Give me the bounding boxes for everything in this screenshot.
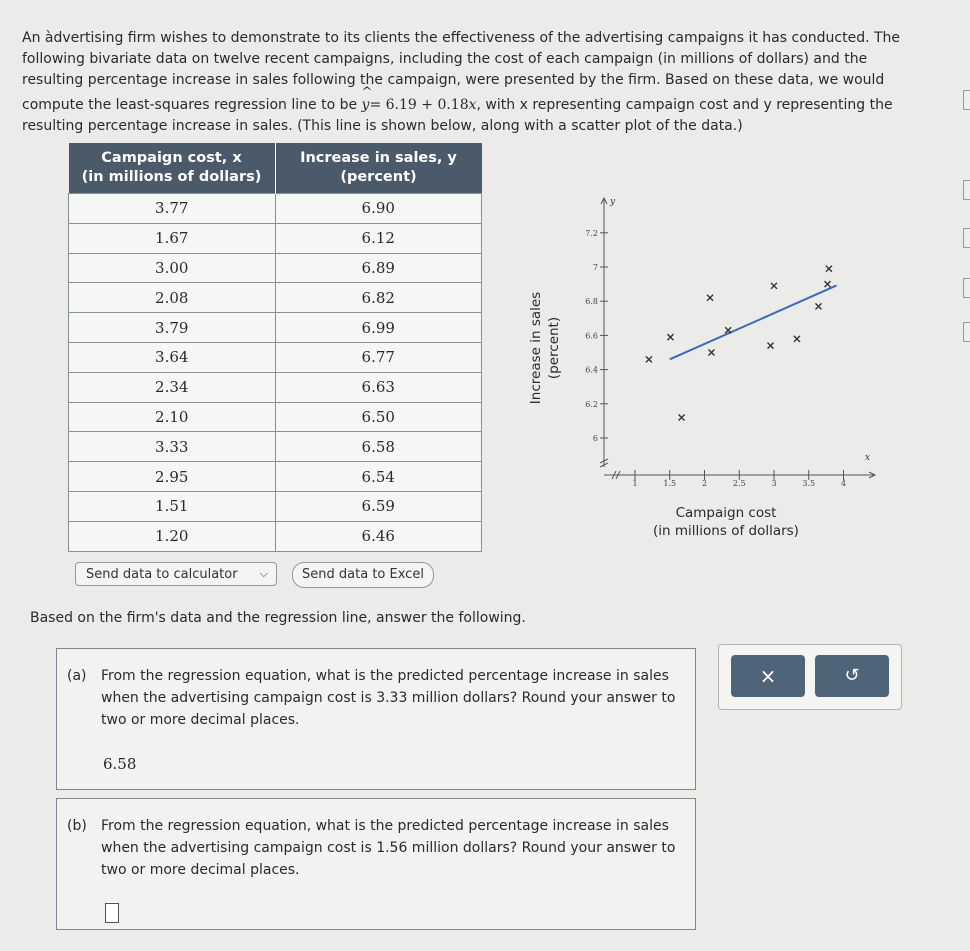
y-tick-label: 6 [592,434,598,443]
cell-campaign-cost: 1.51 [69,491,276,521]
data-table [68,143,482,552]
cell-increase-in-sales: 6.54 [275,462,482,492]
cell-campaign-cost: 2.08 [69,283,276,313]
answer-b-input[interactable] [105,903,119,923]
cell-campaign-cost: 3.33 [69,432,276,462]
table-row [69,372,482,402]
cell-campaign-cost: 1.20 [69,521,276,551]
y-axis-letter: y [610,197,616,207]
undo-button[interactable]: ↺ [815,655,889,697]
answer-a-input[interactable]: 6.58 [103,755,137,773]
equation-x: x [468,97,477,113]
table-row [69,283,482,313]
regression-line [670,285,837,359]
data-point [768,343,774,349]
clear-button[interactable]: × [731,655,805,697]
question-a-label: (a) [67,668,87,684]
table-row [69,432,482,462]
chevron-down-icon: ⌵ [259,567,268,580]
question-a-panel [56,648,696,790]
cell-campaign-cost: 3.77 [69,194,276,224]
data-point [667,334,673,340]
cell-increase-in-sales: 6.82 [275,283,482,313]
cell-campaign-cost: 3.00 [69,253,276,283]
cell-campaign-cost: 1.67 [69,223,276,253]
data-point [679,414,685,420]
x-tick-label: 1.5 [663,479,677,488]
question-b-line-1: From the regression equation, what is the predicted percentage increase in sales [101,818,669,834]
x-tick-label: 3 [771,479,777,488]
intro-line-2: following bivariate data on twelve recent campaigns, including the cost of each campaign (in millions of dollars) and the [22,51,868,67]
intro-line-5: resulting percentage increase in sales. (This line is shown below, along with a scatter plot of the data.) [22,118,743,134]
table-row [69,491,482,521]
question-b-line-2: when the advertising campaign cost is 1.56 million dollars? Round your answer to [101,840,676,856]
header-increase-in-sales: Increase in sales, y (percent) [275,143,482,194]
send-to-calculator-button[interactable] [75,562,277,586]
scatter-plot [560,180,890,500]
send-to-excel-button[interactable]: Send data to Excel [292,562,434,588]
table-row [69,402,482,432]
data-point [794,336,800,342]
cell-campaign-cost: 2.34 [69,372,276,402]
instructions-text: Based on the firm's data and the regression line, answer the following. [30,610,526,626]
data-point [815,303,821,309]
problem-intro [22,28,922,137]
cell-increase-in-sales: 6.12 [275,223,482,253]
cell-increase-in-sales: 6.63 [275,372,482,402]
question-b-text [67,815,687,881]
cell-increase-in-sales: 6.90 [275,194,482,224]
table-header-row [69,143,482,194]
y-hat-symbol: ^ y [362,95,370,116]
y-tick-label: 6.8 [585,297,598,307]
cell-campaign-cost: 2.95 [69,462,276,492]
y-tick-label: 6.4 [585,365,598,375]
y-axis-label-line-2: (percent) [546,316,562,380]
table-row [69,313,482,343]
data-point [725,327,731,333]
side-panel-handle[interactable] [963,322,970,342]
cell-increase-in-sales: 6.58 [275,432,482,462]
cell-increase-in-sales: 6.50 [275,402,482,432]
intro-line-4 [22,95,922,116]
x-tick-label: 4 [840,479,847,488]
cell-increase-in-sales: 6.59 [275,491,482,521]
data-point [708,350,714,356]
y-axis-label-line-1: Increase in sales [528,291,544,405]
cell-increase-in-sales: 6.46 [275,521,482,551]
question-b-panel [56,798,696,930]
header-campaign-cost: Campaign cost, x (in millions of dollars) [69,143,276,194]
x-tick-label: 2 [701,479,708,488]
question-a-text [67,665,687,731]
question-a-line-2: when the advertising campaign cost is 3.33 million dollars? Round your answer to [101,690,676,706]
y-tick-label: 7.2 [585,228,598,238]
cell-campaign-cost: 2.10 [69,402,276,432]
table-row [69,253,482,283]
side-panel-handle[interactable] [963,228,970,248]
data-point [646,356,652,362]
table-row [69,342,482,372]
y-tick-label: 6.2 [585,399,598,409]
question-a-line-3: two or more decimal places. [101,712,300,728]
table-row [69,521,482,551]
table-row [69,194,482,224]
x-axis-label: Campaign cost (in millions of dollars) [653,505,799,539]
y-tick-label: 7 [592,263,598,272]
question-a-line-1: From the regression equation, what is the predicted percentage increase in sales [101,668,669,684]
side-panel-handle[interactable] [963,90,970,110]
question-b-line-3: two or more decimal places. [101,862,300,878]
cell-increase-in-sales: 6.99 [275,313,482,343]
intro-line-4-post: , with x representing campaign cost and y representing the [476,97,893,113]
answer-toolbox [718,644,902,710]
send-to-calculator-label: Send data to calculator [86,567,238,582]
table-row [69,223,482,253]
x-tick-label: 2.5 [732,479,746,488]
table-body [69,194,482,552]
side-panel-handle[interactable] [963,180,970,200]
x-tick-label: 1 [632,479,638,488]
intro-line-1: An àdvertising firm wishes to demonstrate to its clients the effectiveness of the advertising campaigns it has conducted. The [22,30,901,46]
data-point [825,281,831,287]
x-axis-letter: x [865,453,871,463]
intro-line-4-pre: compute the least-squares regression line to be [22,97,358,113]
cell-campaign-cost: 3.64 [69,342,276,372]
data-point [707,295,713,301]
cell-campaign-cost: 3.79 [69,313,276,343]
regression-equation: = 6.19 + 0.18 [369,97,469,113]
data-point [771,283,777,289]
data-point [826,266,832,272]
table-row [69,462,482,492]
x-tick-label: 3.5 [802,479,816,488]
intro-line-3: resulting percentage increase in sales following the campaign, were presented by the firm. Based on these data, we would [22,72,885,88]
side-panel-handle[interactable] [963,278,970,298]
y-tick-label: 6.6 [585,331,598,341]
question-b-label: (b) [67,818,87,834]
cell-increase-in-sales: 6.89 [275,253,482,283]
cell-increase-in-sales: 6.77 [275,342,482,372]
